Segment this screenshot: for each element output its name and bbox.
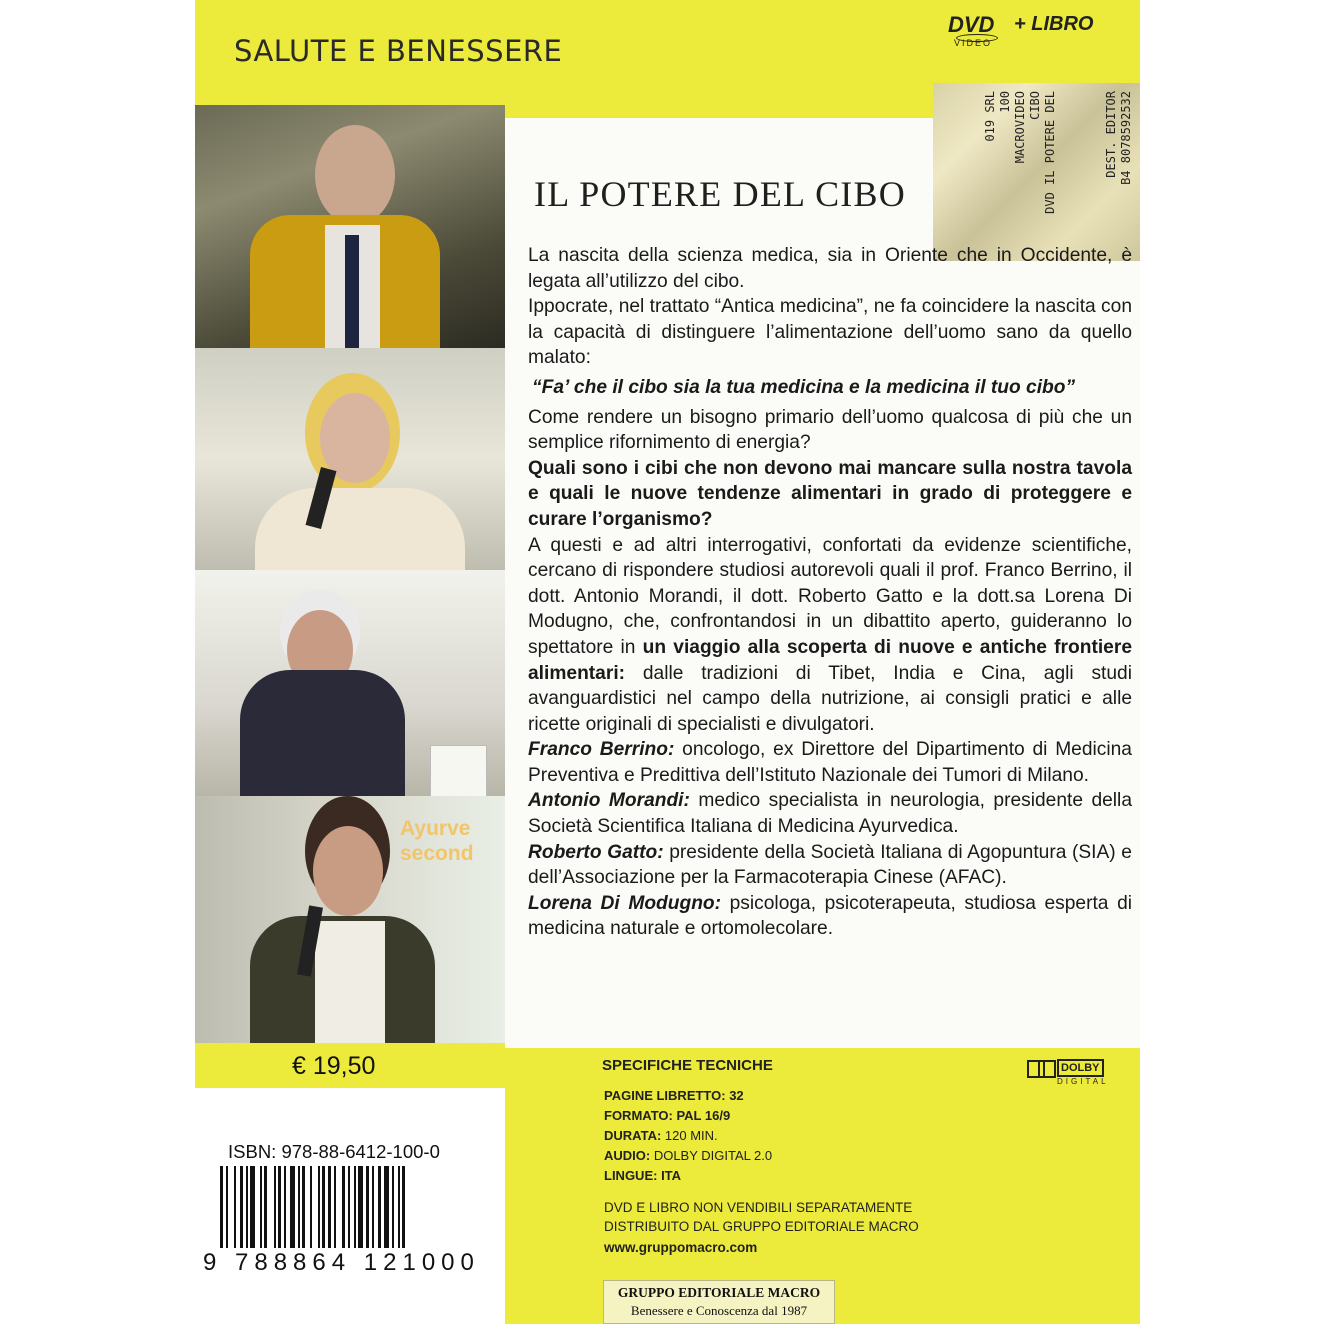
hologram-line: 100 — [998, 91, 1012, 113]
isbn: ISBN: 978-88-6412-100-0 — [228, 1141, 440, 1162]
barcode-bar — [264, 1166, 267, 1248]
bio-item: Roberto Gatto: presidente della Società Italiana di Agopuntura (SIA) e dell’Associazione per la Farmacoterapia Cinese (AFAC). — [528, 841, 1132, 889]
barcode-graphic — [220, 1166, 460, 1248]
suit-shape — [240, 670, 405, 796]
barcode-bar — [384, 1166, 389, 1248]
speaker-photo-3 — [195, 570, 505, 796]
hologram-line: B4 8078592532 — [1119, 91, 1133, 185]
barcode-bar — [274, 1166, 276, 1248]
publisher-logo — [603, 1280, 835, 1324]
dolby-icon — [1038, 1060, 1056, 1078]
paragraph: A questi e ad altri interrogativi, confortati da evidenze scientifiche, cercano di rispondere studiosi autorevoli quali il prof. Franco Berrino, il dott. Antonio Morandi, il dott. Roberto Gatto e la dott.sa Lorena Di Modugno, che, confrontandosi in un dibattito aperto, guideranno lo spettatore in un viaggio alla scoperta di nuove e antiche frontiere alimentari: dalle tradizioni di Tibet, India e Cina, agli studi avanguardistici nel campo della nutrizione, ai consigli pratici e alle ricette originali di specialisti e divulgatori. — [528, 534, 1132, 735]
price: € 19,50 — [292, 1052, 376, 1080]
barcode-bar — [234, 1166, 236, 1248]
title: IL POTERE DEL CIBO — [534, 174, 906, 214]
barcode-bar — [372, 1166, 374, 1248]
barcode-bar — [402, 1166, 405, 1248]
barcode-bar — [284, 1166, 286, 1248]
barcode-bar — [334, 1166, 336, 1248]
spec-item: AUDIO: DOLBY DIGITAL 2.0 — [604, 1148, 773, 1163]
barcode-bar — [310, 1166, 312, 1248]
jacket-shape — [255, 488, 465, 570]
barcode-bar — [366, 1166, 369, 1248]
slide-text: Ayurve second — [400, 817, 474, 865]
barcode-bar — [260, 1166, 262, 1248]
barcode-bar — [342, 1166, 345, 1248]
speaker-photo-4 — [195, 796, 505, 1043]
plus-libro-label: + LIBRO — [1014, 13, 1094, 35]
paragraph: La nascita della scienza medica, sia in Oriente che in Occidente, è legata all’utilizzo del cibo. — [528, 245, 1132, 292]
spec-item: DURATA: 120 MIN. — [604, 1128, 718, 1143]
distribution-notes: DVD E LIBRO NON VENDIBILI SEPARATAMENTE DISTRIBUITO DAL GRUPPO EDITORIALE MACRO — [604, 1200, 919, 1234]
website-link[interactable]: www.gruppomacro.com — [604, 1240, 758, 1255]
dolby-digital-logo: DOLBY DIGITAL — [1027, 1060, 1099, 1088]
quote: “Fa’ che il cibo sia la tua medicina e la medicina il tuo cibo” — [532, 376, 1076, 398]
barcode-bar — [358, 1166, 363, 1248]
bio-item: Lorena Di Modugno: psicologa, psicoterapeuta, studiosa esperta di medicina naturale e ortomolecolare. — [528, 892, 1132, 940]
paragraph-bold: Quali sono i cibi che non devono mai mancare sulla nostra tavola e quali le nuove tendenze alimentari in grado di proteggere e curare l’organismo? — [528, 457, 1132, 530]
spec-item: PAGINE LIBRETTO: 32 — [604, 1088, 744, 1103]
bio-item: Antonio Morandi: medico specialista in neurologia, presidente della Società Scientifica Italiana di Medicina Ayurvedica. — [528, 790, 1132, 838]
hologram-line: 019 SRL — [983, 91, 997, 142]
barcode-bar — [378, 1166, 381, 1248]
tie-shape — [345, 235, 359, 348]
barcode-bar — [250, 1166, 255, 1248]
barcode-bar — [246, 1166, 248, 1248]
barcode-digits: 9 788864 121000 — [203, 1249, 480, 1276]
paragraph: Ippocrate, nel trattato “Antica medicina”, ne fa coincidere la nascita con la capacità di distinguere l’alimentazione dell’uomo sano da quello malato: — [528, 296, 1132, 369]
hologram-sticker — [933, 83, 1140, 261]
description-text — [528, 243, 1132, 942]
hologram-line: DEST. EDITOR — [1104, 91, 1118, 178]
barcode-bar — [302, 1166, 305, 1248]
book-shape — [430, 745, 487, 796]
hologram-line: CIBO — [1028, 91, 1042, 120]
dvd-logo-text: DVD — [948, 12, 995, 37]
paragraph: Come rendere un bisogno primario dell’uomo qualcosa di più che un semplice rifornimento di energia? — [528, 406, 1132, 454]
barcode-bar — [220, 1166, 223, 1248]
barcode-bar — [226, 1166, 228, 1248]
barcode-bar — [322, 1166, 325, 1248]
barcode-bar — [328, 1166, 331, 1248]
spec-item: LINGUE: ITA — [604, 1168, 682, 1183]
bio-item: Franco Berrino: oncologo, ex Direttore del Dipartimento di Medicina Preventiva e Predittiva dell’Istituto Nazionale dei Tumori di Milano. — [528, 739, 1132, 786]
barcode-bar — [392, 1166, 394, 1248]
publisher-tagline: Benessere e Conoscenza dal 1987 — [630, 1303, 808, 1318]
speaker-photo-1 — [195, 105, 505, 348]
barcode-bar — [348, 1166, 350, 1248]
dvd-video-text: VIDEO — [954, 38, 993, 48]
barcode-bar — [354, 1166, 356, 1248]
specs-list — [604, 1086, 772, 1186]
hologram-line: DVD IL POTERE DEL — [1043, 91, 1057, 214]
publisher-name: GRUPPO EDITORIALE MACRO — [617, 1285, 821, 1300]
barcode-bar — [298, 1166, 300, 1248]
speaker-photo-2 — [195, 348, 505, 570]
barcode-bar — [398, 1166, 400, 1248]
specs-title: SPECIFICHE TECNICHE — [602, 1057, 773, 1074]
barcode-bar — [290, 1166, 295, 1248]
category-label: SALUTE E BENESSERE — [234, 34, 563, 68]
shirt-shape — [315, 921, 385, 1043]
barcode-bar — [278, 1166, 281, 1248]
spec-item: FORMATO: PAL 16/9 — [604, 1108, 731, 1123]
hologram-line: MACROVIDEO — [1013, 91, 1027, 164]
barcode-bar — [240, 1166, 243, 1248]
face-shape — [313, 826, 383, 916]
barcode-bar — [318, 1166, 320, 1248]
face-shape — [315, 125, 395, 225]
dvd-logo — [948, 10, 1098, 60]
